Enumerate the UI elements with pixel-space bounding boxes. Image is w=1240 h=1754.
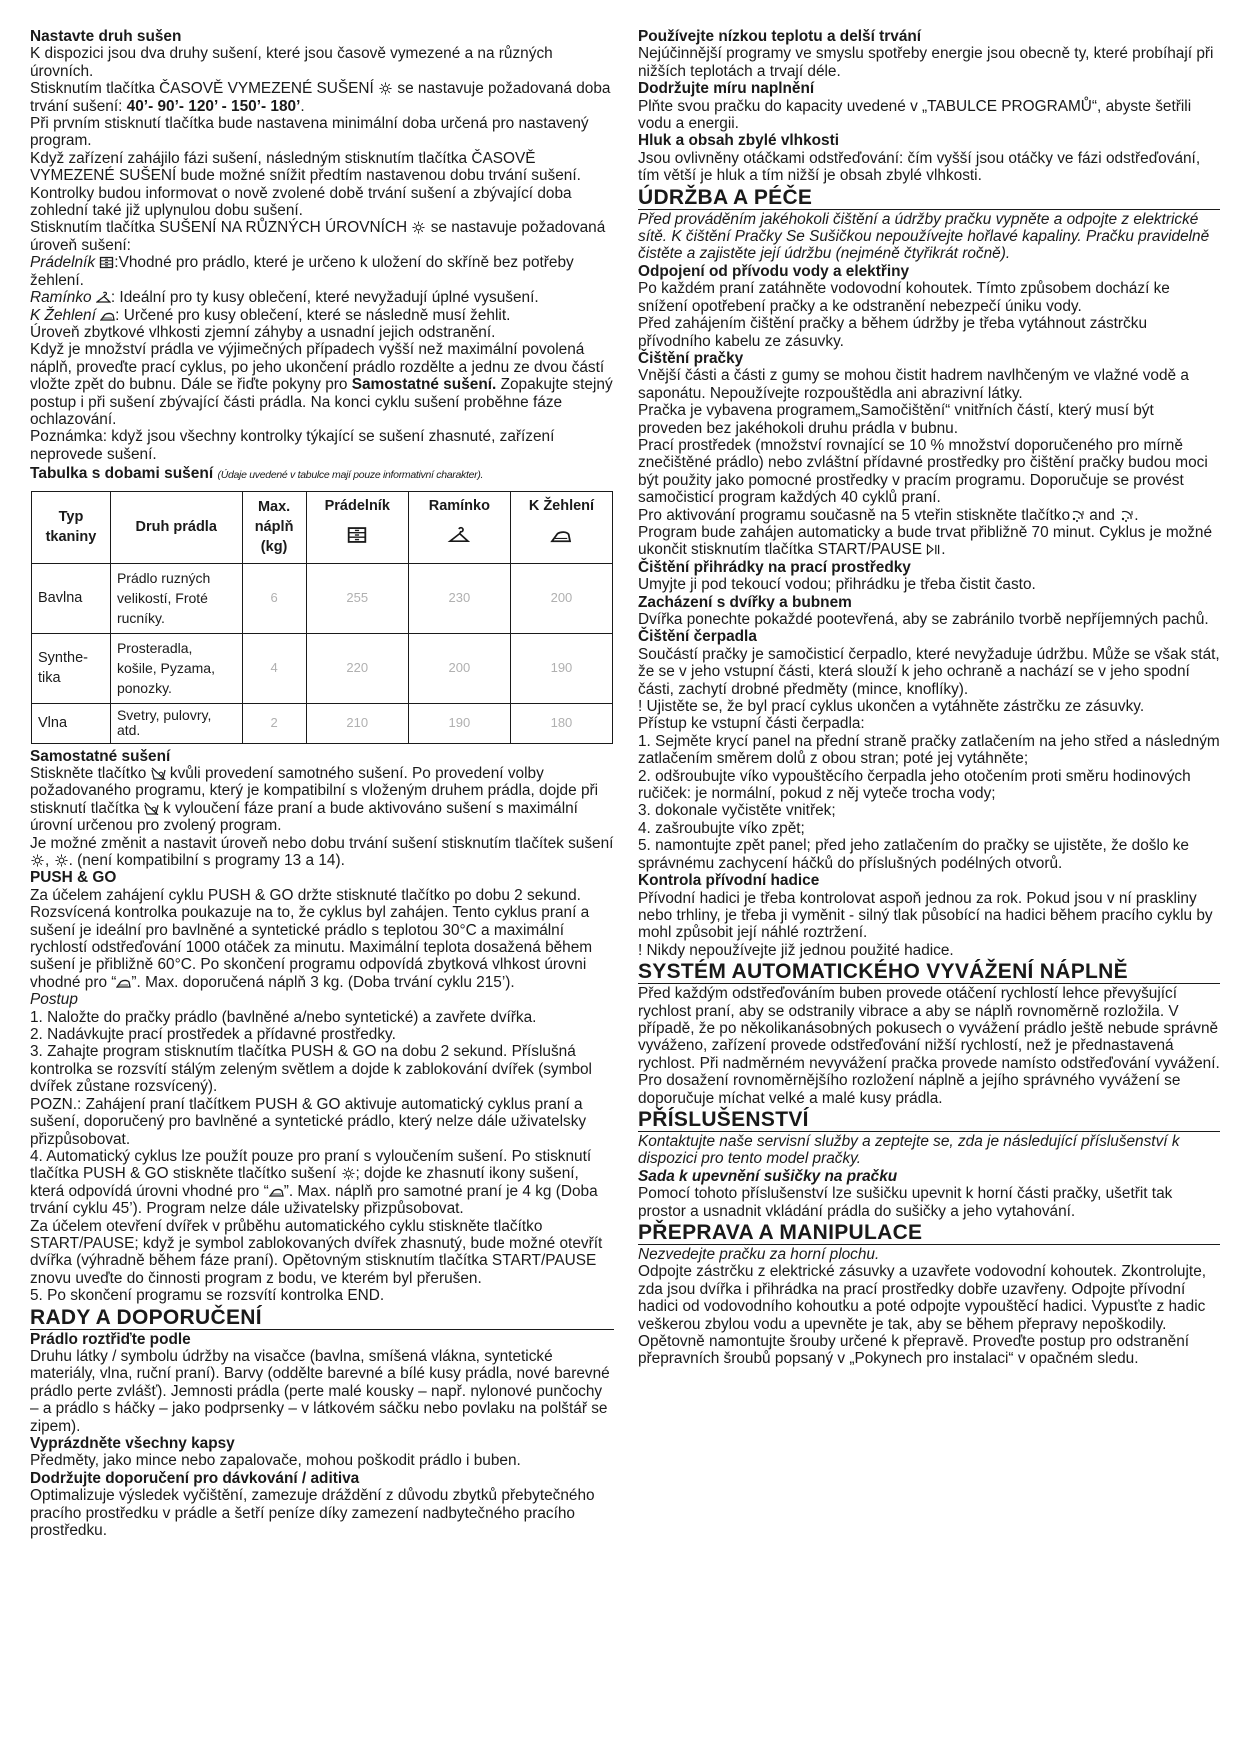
drying-level-icon	[411, 221, 426, 234]
hanger-icon	[96, 291, 111, 304]
paragraph: Součástí pračky je samočisticí čerpadlo, které nevyžaduje údržbu. Může se však stát, že se v jeho vstupní části, která slouží k jeho ochraně a nachází se v jeho spodní části, zachytí drobné předměty (mince, knoflíky).	[638, 645, 1220, 698]
dry-only-icon	[151, 767, 166, 780]
paragraph: Odpojte zástrčku z elektrické zásuvky a uzavřete vodovodní kohoutek. Zkontrolujte, zda jsou dvířka i přihrádka na prací prostředky dobře uzavřeny. Odpojte přívodní hadici od vodovodního kohoutku a poté odpojte vypouštěcí hadici. Vypusťte z hadic veškerou zbylou vodu a upevněte je tak, aby se během přepravy nepoškodily. Opětovně namontujte šrouby určené k přepravě. Proveďte postup pro odstranění přepravních šroubů popsaný v „Pokynech pro instalaci“ v opačném sledu.	[638, 1263, 1207, 1368]
step: 4. zašroubujte víko zpět;	[638, 819, 805, 837]
table-cell: Prádlo ruzných velikostí, Froté rucníky.	[110, 563, 242, 633]
paragraph: Stisknutím tlačítka ČASOVĚ VYMEZENÉ SUŠENÍ se nastavuje požadovaná doba trvání sušení: 40’- 90’- 120’ - 150’- 180’.	[30, 80, 611, 115]
subheading: Dodržujte doporučení pro dávkování / aditiva	[30, 1469, 360, 1487]
paragraph: Optimalizuje výsledek vyčištění, zamezuje dráždění z důvodu zbytků přebytečného pracího prostředku v prádle a šetří peníze díky zamezení nadbytečného pracího prostředku.	[30, 1487, 595, 1540]
step: 2. odšroubujte víko vypouštěcího čerpadla jeho otočením proti směru hodinových ručiček: je normální, pokud z něj vyteče trocha vody;	[638, 767, 1191, 803]
table-cell: 180	[510, 703, 612, 743]
postup-label: Postup	[30, 991, 78, 1009]
section-heading-udrzba: ÚDRŽBA A PÉČE	[638, 187, 1220, 210]
right-column	[638, 28, 1220, 1368]
table-row	[32, 633, 613, 703]
step: 5. namontujte zpět panel; před jeho zatlačením do pračky se ujistěte, že došlo ke správnému zachycení háčků do příslušných podélných otvorů.	[638, 837, 1189, 872]
drying-time-icon	[30, 854, 45, 867]
paragraph: Ramínko : Ideální pro ty kusy oblečení, které nevyžadují úplné vysušení.	[30, 289, 539, 307]
paragraph: Prádelník :Vhodné pro prádlo, které je určeno k uložení do skříně bez potřeby žehlení.	[30, 254, 574, 289]
paragraph: Vnější části a části z gumy se mohou čistit hadrem navlhčeným ve vlažné vodě a saponátu. Nepoužívejte rozpouštědla ani abrazivní látky.	[638, 367, 1189, 402]
paragraph: Za účelem zahájení cyklu PUSH & GO držte stisknuté tlačítko po dobu 2 sekund. Rozsvícená kontrolka poukazuje na to, že cyklus byl zahájen. Tento cyklus praní a sušení je ideální pro bavlněné a syntetické prádlo s teplotou 30°C a maximální rychlostí odstřeďování 1000 otáček za minutu. Maximální teplota dosažená během sušení je přibližně 60°C. Po skončení programu odpovídá zbytková vlhkost úrovni vhodné pro “ ”. Max. doporučená náplň 3 kg. (Doba trvání cyklu 215’).	[30, 886, 593, 991]
step: 5. Po skončení programu se rozsvítí kontrolka END.	[30, 1287, 385, 1305]
subheading: Čištění přihrádky na prací prostředky	[638, 558, 911, 576]
paragraph: Přístup ke vstupní části čerpadla:	[638, 715, 865, 733]
drying-times-table	[31, 491, 613, 744]
subheading: Kontrola přívodní hadice	[638, 872, 820, 890]
section-heading-rady: RADY A DOPORUČENÍ	[30, 1307, 614, 1330]
subheading: Prádlo roztřiďte podle	[30, 1330, 191, 1348]
paragraph: Před každým odstřeďováním buben provede otáčení rychlostí lehce převyšující rychlost praní, aby se odstranily vibrace a aby se náplň rovnoměrně rozložila. V případě, že po několikanásobných pokusech o vyvážení prádlo ještě nebude správně vyváženo, zařízení provede odstřeďování nižší rychlostí, než je přednastavená rychlost. Při nadměrném nevyvážení pračka provede namísto odstřeďování vyvážení. Pro dosažení rovnoměrnějšího rozložení náplně a jejího správného vyvážení se doporučuje míchat velké a malé kusy prádla.	[638, 985, 1220, 1107]
paragraph: Po každém praní zatáhněte vodovodní kohoutek. Tímto způsobem dochází ke snížení opotřebení pračky a ke odstranění nebezpečí úniku vody.	[638, 280, 1170, 315]
subheading: Dodržujte míru naplnění	[638, 80, 815, 98]
table-cell: 200	[510, 563, 612, 633]
table-header: Druh prádla	[110, 491, 242, 563]
paragraph: Pro aktivování programu současně na 5 vteřin stiskněte tlačítko and .	[638, 506, 1139, 524]
left-column	[30, 28, 614, 1539]
drying-level-icon	[341, 1167, 356, 1180]
table-cell: 220	[306, 633, 408, 703]
paragraph: Nejúčinnější programy ve smyslu spotřeby energie jsou obecně ty, které probíhají při nižších teplotách a trvají déle.	[638, 45, 1214, 80]
table-cell: 2	[242, 703, 306, 743]
start-pause-icon	[926, 543, 941, 556]
paragraph: Když zařízení zahájilo fázi sušení, následným stisknutím tlačítka ČASOVĚ VYMEZENÉ SUŠENÍ bude možné snížit předtím nastavenou dobu trvání sušení. Kontrolky budou informovat o nově zvolené době trvání sušení a zbývající doba zohlední také již uplynulou dobu sušení.	[30, 149, 581, 220]
druh-title: Nastavte druh sušen	[30, 28, 182, 45]
half-load-icon	[1070, 509, 1085, 522]
table-header: K Žehlení	[510, 491, 612, 563]
table-cell: 6	[242, 563, 306, 633]
table-row	[32, 563, 613, 633]
paragraph: Jsou ovlivněny otáčkami odstřeďování: čím vyšší jsou otáčky ve fázi odstřeďování, tím větší je hluk a tím nižší je obsah zbylé vlhkosti.	[638, 149, 1201, 185]
subheading: Zacházení s dvířky a bubnem	[638, 593, 852, 611]
paragraph: Je možné změnit a nastavit úroveň nebo dobu trvání sušení stisknutím tlačítek sušení , . (není kompatibilní s programy 13 a 14).	[30, 834, 614, 869]
table-cell: Vlna	[32, 703, 111, 743]
table-header: Ramínko	[408, 491, 510, 563]
step: 1. Naložte do pračky prádlo (bavlněné a/nebo syntetické) a zavřete dvířka.	[30, 1008, 537, 1026]
subheading: Vyprázdněte všechny kapsy	[30, 1435, 235, 1452]
table-cell: 255	[306, 563, 408, 633]
subheading: Používejte nízkou teplotu a delší trvání	[638, 28, 922, 45]
section-title: PUSH & GO	[30, 869, 117, 887]
paragraph: ! Nikdy nepoužívejte již jednou použité hadice.	[638, 941, 954, 959]
table-header: Prádelník	[306, 491, 408, 563]
paragraph: ! Ujistěte se, že byl prací cyklus ukončen a vytáhněte zástrčku ze zásuvky.	[638, 698, 1145, 716]
paragraph: Plňte svou pračku do kapacity uvedené v „TABULCE PROGRAMŮ“, abyste šetřili vodu a energii.	[638, 97, 1192, 133]
table-cell: 4	[242, 633, 306, 703]
drying-level-icon	[54, 854, 69, 867]
paragraph: Přívodní hadici je třeba kontrolovat aspoň jednou za rok. Pokud jsou v ní praskliny nebo trhliny, je třeba ji vyměnit - silný tlak působící na hadici během pracího cyklu by mohl způsobit její náhlé roztržení.	[638, 889, 1213, 942]
paragraph: POZN.: Zahájení praní tlačítkem PUSH & GO aktivuje automatický cyklus praní a sušení, doporučený pro bavlněné a syntetické prádlo, který nelze dále uživatelsky přizpůsobovat.	[30, 1095, 587, 1148]
dresser-icon	[99, 256, 114, 269]
subheading: Sada k upevnění sušičky na pračku	[638, 1167, 898, 1185]
table-cell: Svetry, pulovry, atd.	[110, 703, 242, 743]
self-clean-icon	[1119, 509, 1134, 522]
table-cell: 190	[510, 633, 612, 703]
table-cell: 200	[408, 633, 510, 703]
paragraph: K dispozici jsou dva druhy sušení, které jsou časově vymezené a na různých úrovních.	[30, 45, 553, 80]
paragraph: Kontaktujte naše servisní služby a zeptejte se, zda je následující příslušenství k dispozici pro tento model pračky.	[638, 1132, 1180, 1168]
paragraph: Program bude zahájen automaticky a bude trvat přibližně 70 minut. Cyklus je možné ukončit stisknutím tlačítka START/PAUSE .	[638, 523, 1213, 559]
paragraph: Když je množství prádla ve výjimečných případech vyšší než maximální povolená náplň, proveďte prací cyklus, po jeho ukončení prádlo rozdělte a jednu ze dvou částí vložte zpět do bubnu. Dále se řiďte pokyny pro Samostatné sušení. Zopakujte stejný postup i při sušení zbývající části prádla. Na konci cyklu sušení proběhne fáze ochlazování.	[30, 341, 613, 428]
paragraph: Dvířka ponechte pokaždé pootevřená, aby se zabránilo tvorbě nepříjemných pachů.	[638, 611, 1209, 628]
step: 3. dokonale vyčistěte vnitřek;	[638, 802, 836, 820]
drying-time-icon	[378, 82, 393, 95]
paragraph: Před prováděním jakéhokoli čištění a údržby pračku vypněte a odpojte z elektrické sítě. K čištění Pračky Se Sušičkou nepoužívejte hořlavé kapaliny. Pračku pravidelně čistěte a zajistěte její údržbu (nejméně čtyřikrát ročně).	[638, 210, 1210, 263]
paragraph: Za účelem otevření dvířek v průběhu automatického cyklu stiskněte tlačítko START/PAUSE; když je symbol zablokovaných dvířek zhasnutý, bude možné otevřít dvířka (výhradně během fáze praní). Opětovným stisknutím tlačítka START/PAUSE znovu uveďte do činnosti program z bodu, ve kterém byl přerušen.	[30, 1217, 603, 1287]
table-header: Max. náplň (kg)	[242, 491, 306, 563]
table-cell: 190	[408, 703, 510, 743]
table-cell: Prosteradla, košile, Pyzama, ponozky.	[110, 633, 242, 703]
table-caption: Tabulka s dobami sušení (Údaje uvedené v tabulce mají pouze informativní charakter).	[30, 465, 484, 483]
paragraph: Poznámka: když jsou všechny kontrolky týkající se sušení zhasnuté, zařízení neprovede sušení.	[30, 428, 555, 463]
section-title: Samostatné sušení	[30, 747, 171, 765]
hanger-icon	[446, 526, 472, 544]
section-heading-prislusenstvi: PŘÍSLUŠENSTVÍ	[638, 1109, 1220, 1132]
paragraph: Před zahájením čištění pračky a během údržby je třeba vytáhnout zástrčku přívodního kabelu ze zásuvky.	[638, 315, 1148, 350]
paragraph: Předměty, jako mince nebo zapalovače, mohou poškodit prádlo i buben.	[30, 1452, 521, 1470]
iron-icon	[548, 526, 574, 544]
table-row	[32, 703, 613, 743]
paragraph: Pomocí tohoto příslušenství lze sušičku upevnit k horní části pračky, ušetřit tak prostor a usnadnit vkládání prádla do sušičky a jeho vytahování.	[638, 1185, 1173, 1220]
subheading: Odpojení od přívodu vody a elektřiny	[638, 262, 910, 280]
step: 1. Sejměte krycí panel na přední straně pračky zatlačením na jeho střed a následným zatlačením směrem dolů z obou stran; poté jej vytáhněte;	[638, 732, 1220, 768]
section-heading-vyvazeni: SYSTÉM AUTOMATICKÉHO VYVÁŽENÍ NÁPLNĚ	[638, 961, 1220, 984]
dresser-icon	[344, 526, 370, 544]
iron-icon	[100, 309, 115, 322]
step: 4. Automatický cyklus lze použít pouze pro praní s vyloučením sušení. Po stisknutí tlačítka PUSH & GO stiskněte tlačítko sušení ; dojde ke zhasnutí ikony sušení, která odpovídá úrovni vhodné pro “ ”. Max. náplň pro samotné praní je 4 kg (Doba trvání cyklu 45’). Program nelze dále uživatelsky přizpůsobovat.	[30, 1147, 598, 1218]
paragraph: Umyjte ji pod tekoucí vodou; přihrádku je třeba čistit často.	[638, 576, 1036, 594]
step: 3. Zahajte program stisknutím tlačítka PUSH & GO na dobu 2 sekund. Příslušná kontrolka se rozsvítí stálým zeleným světlem a dojde k zablokování dvířek (symbol dvířek zůstane rozsvícený).	[30, 1043, 592, 1096]
table-cell: Bavlna	[32, 563, 111, 633]
paragraph: Prací prostředek (množství rovnající se 10 % množství doporučeného pro mírně znečištěné prádlo) nebo zvláštní přídavné prostředky pro čištění pračky budou moci být použity jako pomocné prostředky v pracím programu. Doporučuje se provést samočisticí program každých 40 cyklů praní.	[638, 436, 1208, 507]
section-heading-preprava: PŘEPRAVA A MANIPULACE	[638, 1222, 1220, 1245]
dry-only-icon	[144, 802, 159, 815]
subheading: Čištění čerpadla	[638, 628, 757, 646]
subheading: Čištění pračky	[638, 349, 744, 367]
iron-icon	[269, 1185, 284, 1198]
step: 2. Nadávkujte prací prostředek a přídavné prostředky.	[30, 1026, 396, 1044]
table-note: (Údaje uvedené v tabulce mají pouze informativní charakter).	[217, 469, 484, 482]
paragraph: Stiskněte tlačítko kvůli provedení samotného sušení. Po provedení volby požadovaného programu, který je kompatibilní s vloženým druhem prádla, dojde při stisknutí tlačítka k vyloučení fáze praní a bude aktivováno sušení s maximální úrovní určenou pro zvolený program.	[30, 764, 599, 835]
table-cell: Synthe-tika	[32, 633, 111, 703]
paragraph: Úroveň zbytkové vlhkosti zjemní záhyby a usnadní jejich odstranění.	[30, 323, 496, 341]
paragraph: Nezvedejte pračku za horní plochu.	[638, 1246, 880, 1263]
table-cell: 210	[306, 703, 408, 743]
paragraph: K Žehlení : Určené pro kusy oblečení, které se následně musí žehlit.	[30, 306, 511, 324]
table-cell: 230	[408, 563, 510, 633]
paragraph: Při prvním stisknutí tlačítka bude nastavena minimální doba určená pro nastavený program.	[30, 115, 589, 150]
iron-icon	[116, 976, 131, 989]
table-header: Typ tkaniny	[32, 491, 111, 563]
paragraph: Stisknutím tlačítka SUŠENÍ NA RŮZNÝCH ÚROVNÍCH se nastavuje požadovaná úroveň sušení:	[30, 219, 606, 254]
paragraph: Pračka je vybavena programem„Samočištění“ vnitřních částí, který musí být proveden bez jakéhokoli druhu prádla v bubnu.	[638, 402, 1154, 437]
paragraph: Druhu látky / symbolu údržby na visačce (bavlna, smíšená vlákna, syntetické materiály, vlna, ruční praní). Barvy (oddělte barevné a bílé kusy prádla, nové barevné prádlo perte zvlášť). Jemnosti prádla (perte malé kousky – např. nylonové punčochy – a prádlo s háčky – jako podprsenky – v látkovém sáčku nebo povlaku na polštář se zipem).	[30, 1347, 610, 1435]
subheading: Hluk a obsah zbylé vlhkosti	[638, 132, 839, 150]
